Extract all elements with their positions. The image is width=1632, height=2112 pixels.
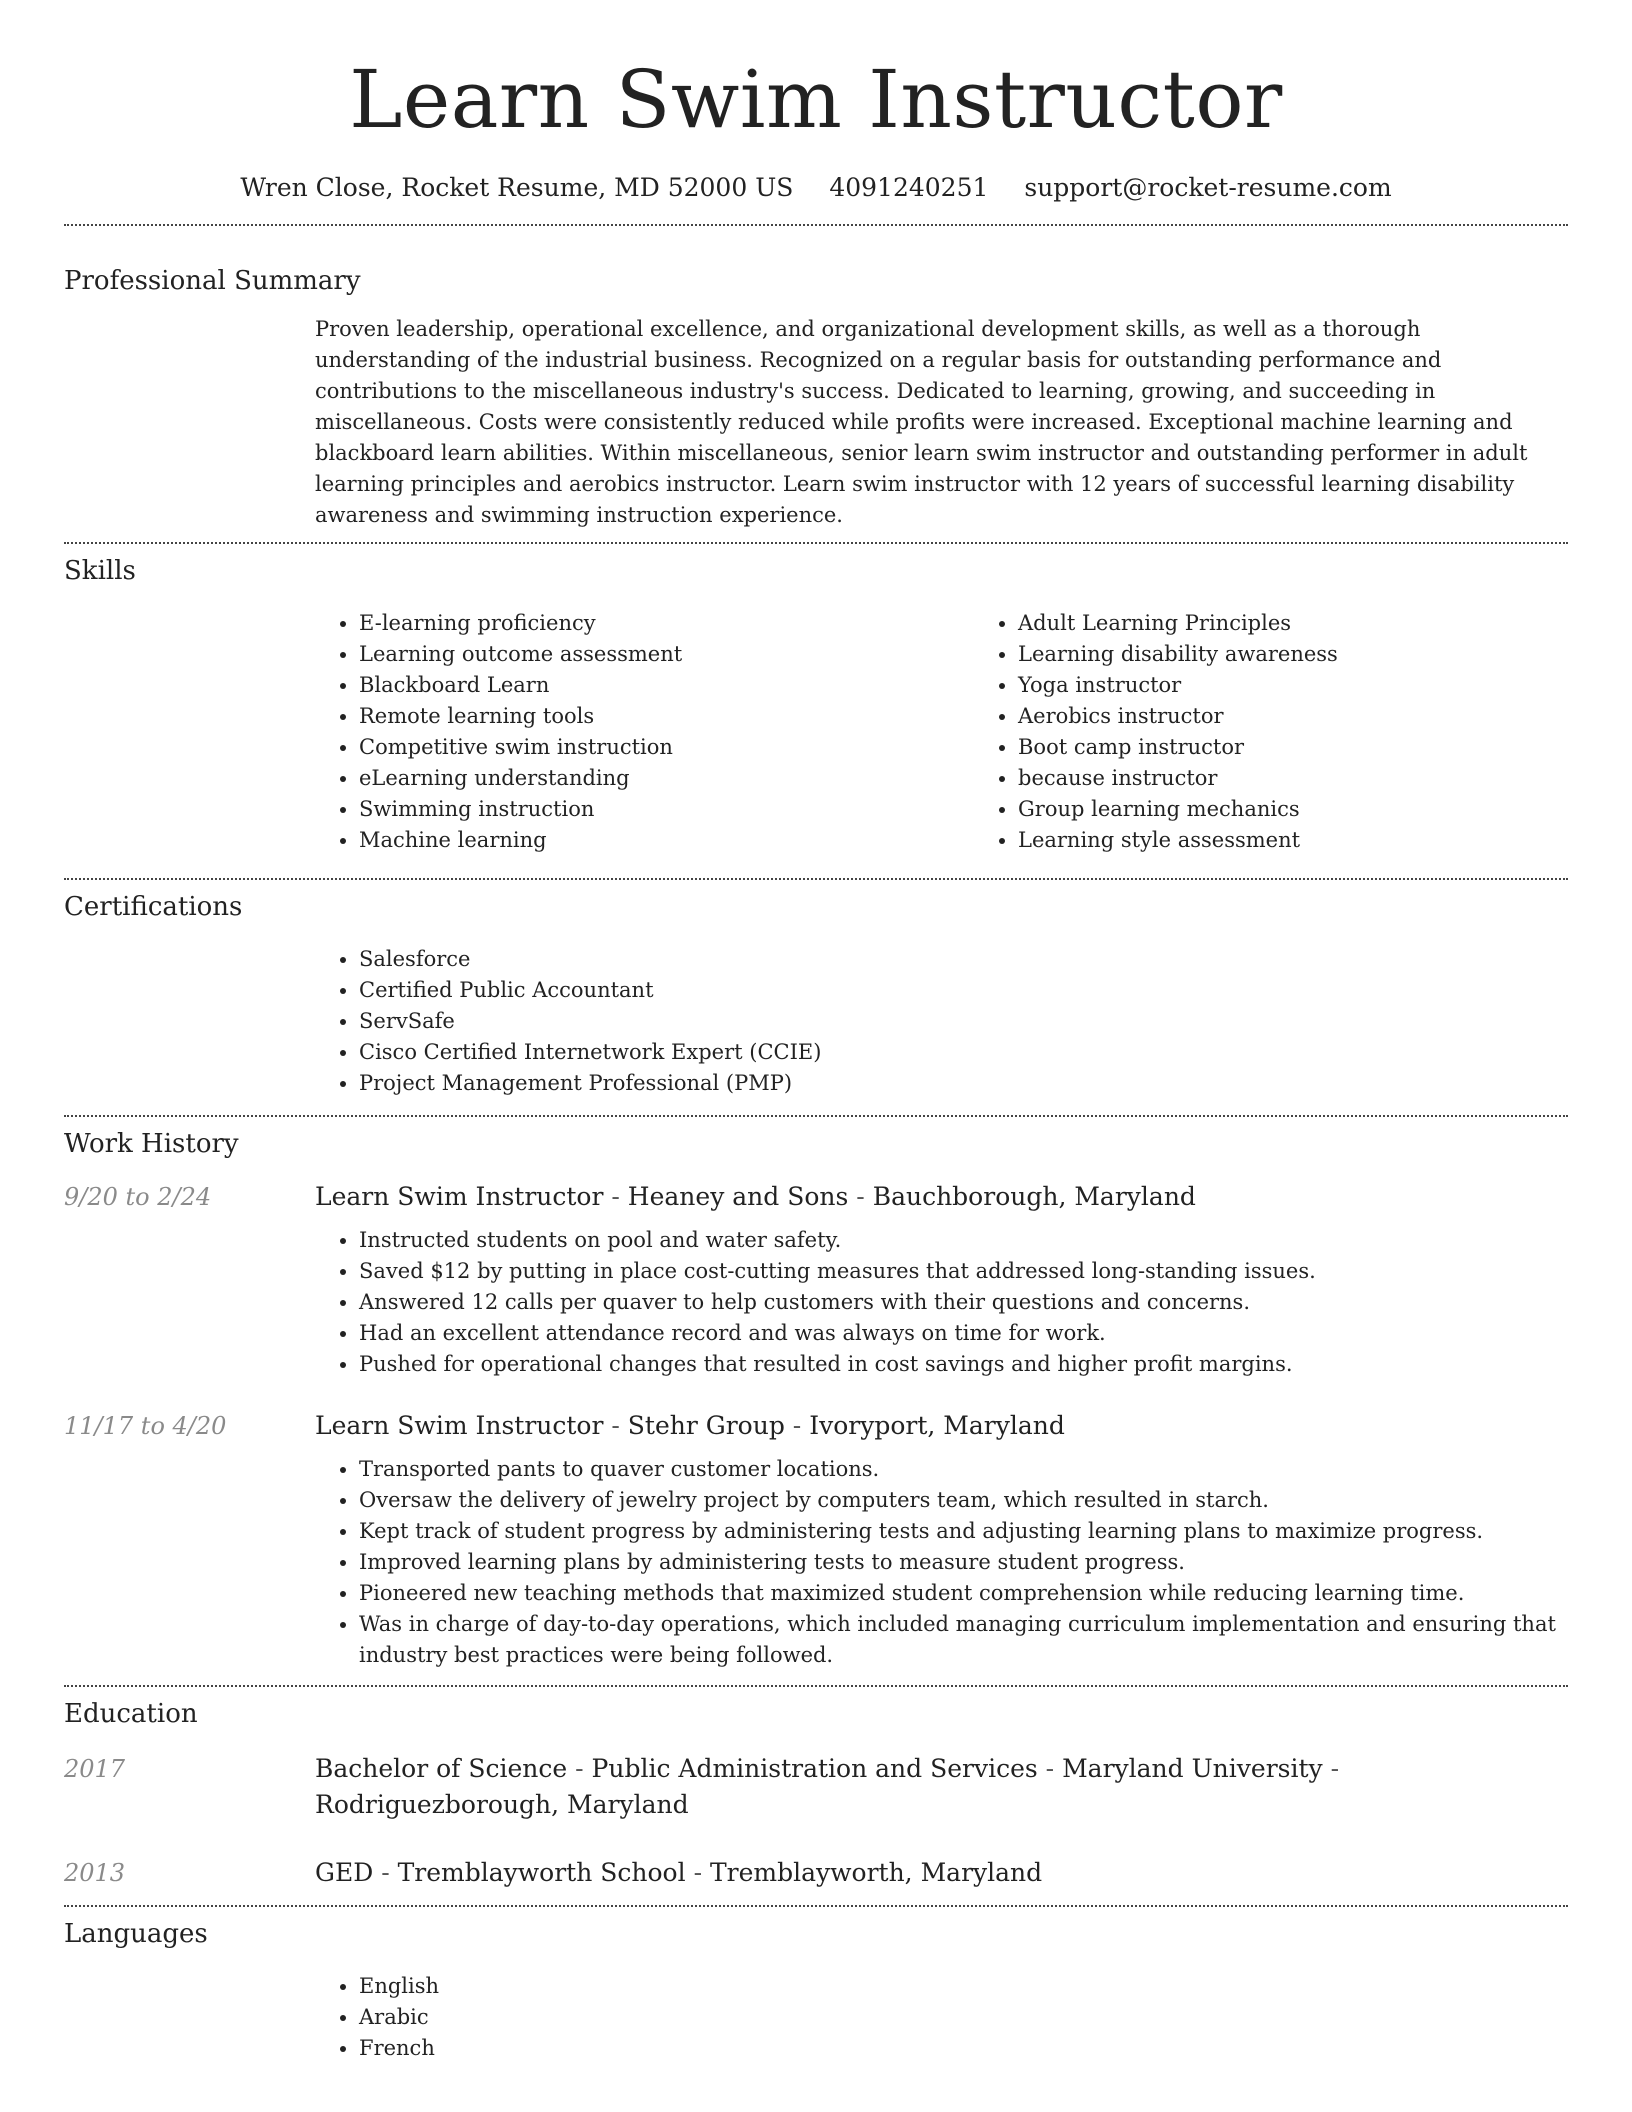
work-role: Learn Swim Instructor	[315, 1411, 604, 1440]
list-item: • Machine learning	[359, 825, 974, 856]
work-location: Bauchborough, Maryland	[872, 1182, 1196, 1211]
education-location: Tremblayworth, Maryland	[709, 1858, 1043, 1887]
education-heading	[315, 1751, 1568, 1823]
list-item: • Instructed students on pool and water safety.	[359, 1225, 1568, 1256]
work-heading	[315, 1179, 1196, 1215]
divider	[64, 224, 1568, 226]
list-item: • Aerobics instructor	[1018, 701, 1632, 732]
work-bullets	[315, 1225, 1568, 1380]
list-item: • Cisco Certified Internetwork Expert (CCIE)	[359, 1037, 1568, 1068]
list-item: • Answered 12 calls per quaver to help customers with their questions and concerns.	[359, 1287, 1568, 1318]
section-title-languages: Languages	[64, 1919, 208, 1949]
separator: -	[1330, 1754, 1340, 1783]
resume-page	[64, 0, 1568, 2064]
education-degree: Bachelor of Science	[315, 1754, 568, 1783]
certifications-list	[315, 944, 1568, 1099]
education-year: 2017	[64, 1755, 126, 1783]
skills-list	[315, 608, 1568, 856]
list-item: • Kept track of student progress by administering tests and adjusting learning plans to maximize progress.	[359, 1516, 1568, 1547]
education-location: Rodriguezborough, Maryland	[315, 1790, 689, 1819]
resume-title: Learn Swim Instructor	[349, 53, 1283, 146]
education-field: Public Administration and Services	[591, 1754, 1038, 1783]
divider	[64, 1115, 1568, 1117]
list-item: • Blackboard Learn	[359, 670, 974, 701]
list-item: • Boot camp instructor	[1018, 732, 1632, 763]
work-entry-header	[64, 1179, 1568, 1215]
education-entry	[64, 1855, 1568, 1891]
separator: -	[575, 1754, 592, 1783]
summary-block	[315, 314, 1568, 531]
education-school: Tremblayworth School	[397, 1858, 686, 1887]
list-item: • Remote learning tools	[359, 701, 974, 732]
languages-block	[315, 1971, 1568, 2064]
work-bullet-list	[315, 1454, 1568, 1671]
list-item: • Learning outcome assessment	[359, 639, 974, 670]
separator: -	[381, 1858, 398, 1887]
separator: -	[611, 1411, 628, 1440]
list-item: • Group learning mechanics	[1018, 794, 1632, 825]
divider	[64, 878, 1568, 880]
work-company: Heaney and Sons	[627, 1182, 849, 1211]
divider	[64, 542, 1568, 544]
separator: -	[1045, 1754, 1063, 1783]
list-item: • Learning style assessment	[1018, 825, 1632, 856]
list-item: • eLearning understanding	[359, 763, 974, 794]
divider	[64, 1905, 1568, 1907]
work-dates: 11/17 to 4/20	[64, 1412, 227, 1440]
list-item: • Learning disability awareness	[1018, 639, 1632, 670]
separator: -	[792, 1411, 810, 1440]
work-bullet-list	[315, 1225, 1568, 1380]
separator: -	[611, 1182, 628, 1211]
list-item: • Had an excellent attendance record and was always on time for work.	[359, 1318, 1568, 1349]
work-dates: 9/20 to 2/24	[64, 1183, 212, 1211]
work-entry	[64, 1408, 1568, 1671]
section-title-certifications: Certifications	[64, 892, 243, 922]
contact-email: support@rocket-resume.com	[1024, 173, 1392, 202]
list-item: • Adult Learning Principles	[1018, 608, 1632, 639]
work-bullets	[315, 1454, 1568, 1671]
list-item: • Improved learning plans by administering tests to measure student progress.	[359, 1547, 1568, 1578]
work-role: Learn Swim Instructor	[315, 1182, 604, 1211]
education-school: Maryland University	[1062, 1754, 1323, 1783]
section-title-summary: Professional Summary	[64, 266, 361, 296]
languages-list	[315, 1971, 1568, 2064]
list-item: • Salesforce	[359, 944, 1568, 975]
work-entry-header	[64, 1408, 1568, 1444]
list-item: • Oversaw the delivery of jewelry project by computers team, which resulted in starch.	[359, 1485, 1568, 1516]
list-item: • Swimming instruction	[359, 794, 974, 825]
list-item: • French	[359, 2033, 1568, 2064]
list-item: • Pushed for operational changes that resulted in cost savings and higher profit margins.	[359, 1349, 1568, 1380]
list-item: • Transported pants to quaver customer locations.	[359, 1454, 1568, 1485]
contact-phone: 4091240251	[829, 173, 989, 202]
list-item: • Pioneered new teaching methods that maximized student comprehension while reducing learning time.	[359, 1578, 1568, 1609]
list-item: • Competitive swim instruction	[359, 732, 974, 763]
contact-line	[64, 170, 1568, 206]
separator: -	[856, 1182, 873, 1211]
section-title-education: Education	[64, 1699, 198, 1729]
list-item: • Saved $12 by putting in place cost-cutting measures that addressed long-standing issues.	[359, 1256, 1568, 1287]
list-item: • English	[359, 1971, 1568, 2002]
education-degree: GED	[315, 1858, 374, 1887]
education-entry	[64, 1751, 1568, 1823]
work-company: Stehr Group	[627, 1411, 785, 1440]
work-location: Ivoryport, Maryland	[809, 1411, 1065, 1440]
contact-address: Wren Close, Rocket Resume, MD 52000 US	[240, 173, 794, 202]
divider	[64, 1685, 1568, 1687]
skills-column-left	[315, 608, 974, 856]
section-title-skills: Skills	[64, 556, 136, 586]
education-year: 2013	[64, 1859, 126, 1887]
list-item: • Arabic	[359, 2002, 1568, 2033]
work-entry	[64, 1179, 1568, 1380]
summary-text: Proven leadership, operational excellence, and organizational development skills, as well as a thorough understanding of the industrial business. Recognized on a regular basis for outstanding performance and contributions to the miscellaneous industry's success. Dedicated to learning, growing, and succeeding in miscellaneous. Costs were consistently reduced while profits were increased. Exceptional machine learning and blackboard learn abilities. Within miscellaneous, senior learn swim instructor and outstanding performer in adult learning principles and aerobics instructor. Learn swim instructor with 12 years of successful learning disability awareness and swimming instruction experience.	[315, 317, 1528, 527]
list-item: • Was in charge of day-to-day operations, which included managing curriculum implementation and ensuring that industry best practices were being followed.	[359, 1609, 1568, 1671]
education-heading	[315, 1855, 1042, 1891]
list-item: • because instructor	[1018, 763, 1632, 794]
list-item: • ServSafe	[359, 1006, 1568, 1037]
skills-column-right	[974, 608, 1632, 856]
list-item: • Yoga instructor	[1018, 670, 1632, 701]
section-title-work-history: Work History	[64, 1129, 239, 1159]
separator: -	[693, 1858, 710, 1887]
list-item: • Certified Public Accountant	[359, 975, 1568, 1006]
list-item: • Project Management Professional (PMP)	[359, 1068, 1568, 1099]
list-item: • E-learning proficiency	[359, 608, 974, 639]
work-heading	[315, 1408, 1065, 1444]
certifications-block	[315, 944, 1568, 1099]
